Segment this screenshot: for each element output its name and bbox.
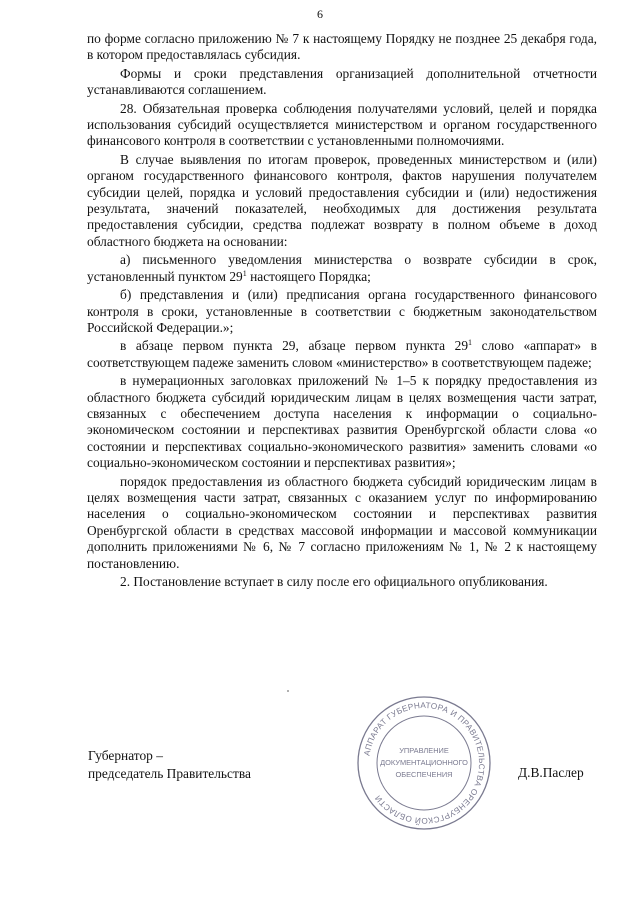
stamp-ring-text: АППАРАТ ГУБЕРНАТОРА И ПРАВИТЕЛЬСТВА ОРЕНБУРГСКОЙ ОБЛАСТИ [362,700,487,826]
stamp-line: ДОКУМЕНТАЦИОННОГО [380,758,468,767]
paragraph: б) представления и (или) предписания органа государственного финансового контроля в сроки, установленные в соответствии с бюджетным законодательством Российской Федерации.»; [87,287,597,335]
paragraph [87,338,597,371]
official-stamp [356,695,492,831]
stamp-line: УПРАВЛЕНИЕ [399,746,449,755]
paragraph [87,252,597,285]
paragraph-text: настоящего Порядка; [246,268,371,284]
paragraph: Формы и сроки представления организацией дополнительной отчетности устанавливаются соглашением. [87,65,597,98]
paragraph: В случае выявления по итогам проверок, проведенных министерством и (или) органом государственного финансового контроля, фактов нарушения получателем субсидии целей, порядка и условий предоставления субсидии и (или) недостижения результата, значений показателей, необходимых для достижения результата предоставления субсидии, средства подлежат возврату в полном объеме в доход областного бюджета на основании: [87,151,597,249]
signatory-title [88,747,251,783]
paragraph: порядок предоставления из областного бюджета субсидий юридическим лицам в целях возмещения части затрат, связанных с оказанием услуг по информированию населения о социально-экономическом состоянии и перспективах развития Оренбургской области в средствах массовой информации и массовой коммуникации дополнить приложениями № 6, № 7 согласно приложениям № 1, № 2 к настоящему постановлению. [87,473,597,571]
paragraph: 2. Постановление вступает в силу после его официального опубликования. [120,574,548,589]
page-number: 6 [317,7,323,21]
paragraph-text: слово «аппарат» в соответствующем падеже заменить словом «министерство» в соответствующем падеже; [87,338,597,370]
paragraph-text: а) письменного уведомления министерства о возврате субсидии в срок, установленный пунктом 29 [87,252,597,284]
signatory-name: Д.В.Паслер [518,765,584,780]
paragraph: по форме согласно приложению № 7 к настоящему Порядку не позднее 25 декабря года, в котором предоставлялась субсидия. [87,31,597,63]
document-body [87,31,597,592]
stamp-line: ОБЕСПЕЧЕНИЯ [395,770,453,779]
signatory-title-line: Губернатор – [88,748,163,763]
signatory-title-line: председатель Правительства [88,766,251,781]
superscript: 1 [468,338,473,348]
paragraph-text: в абзаце первом пункта 29, абзаце первом пункта 29 [120,338,469,354]
scan-speck [287,690,289,692]
paragraph: в нумерационных заголовках приложений № 1–5 к порядку предоставления из областного бюджета субсидий юридическим лицам в целях возмещения части затрат, связанных с обеспечением доступа населения к информации о социально-экономическом состоянии и перспективах развития Оренбургской области слова «о состоянии и перспективах социально-экономического развития» заменить словами «о социально-экономическом состоянии и перспективах развития»; [87,373,597,471]
paragraph: 28. Обязательная проверка соблюдения получателями условий, целей и порядка использования субсидий осуществляется министерством и органом государственного финансового контроля в соответствии с установленными полномочиями. [87,100,597,149]
superscript: 1 [242,268,247,278]
